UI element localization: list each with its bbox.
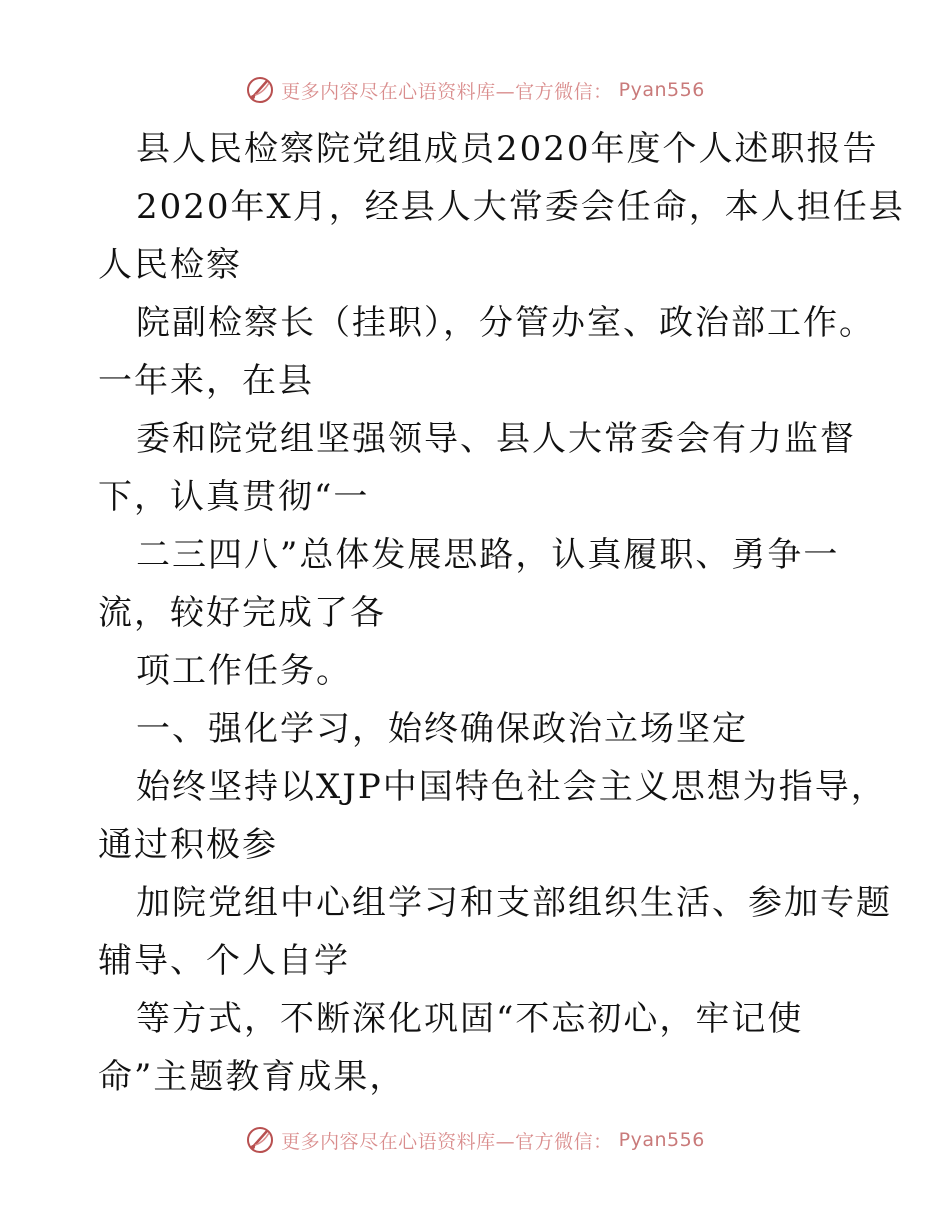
text-line: 命”主题教育成果，	[98, 1057, 406, 1097]
text-line: 等方式，不断深化巩固“不忘初心，牢记使	[136, 999, 804, 1039]
quill-seal-icon	[245, 1125, 275, 1155]
text-line: 一年来，在县	[98, 361, 314, 401]
text-line: 人民检察	[98, 245, 242, 285]
text-line: 二三四八”总体发展思路，认真履职、勇争一	[136, 535, 840, 575]
text-line: 下，认真贯彻“一	[98, 477, 370, 517]
text-line: 通过积极参	[98, 825, 278, 865]
text-line: 委和院党组坚强领导、县人大常委会有力监督	[136, 419, 856, 459]
text-line: 2020年X月，经县人大常委会任命，本人担任县	[136, 187, 905, 227]
document-body	[98, 120, 905, 1106]
watermark-footer	[0, 1120, 950, 1160]
text-line: 始终坚持以XJP中国特色社会主义思想为指导，	[136, 767, 887, 807]
text-line: 项工作任务。	[136, 651, 352, 691]
text-line: 院副检察长（挂职），分管办室、政治部工作。	[136, 303, 875, 343]
section-heading: 一、强化学习，始终确保政治立场坚定	[136, 709, 748, 749]
watermark-text: 更多内容尽在心语资料库—官方微信：	[281, 1130, 613, 1153]
watermark-wechat-id: Pyan556	[618, 1129, 705, 1151]
text-line: 辅导、个人自学	[98, 941, 350, 981]
watermark-header	[0, 70, 950, 110]
text-line: 流，较好完成了各	[98, 593, 386, 633]
quill-seal-icon	[245, 75, 275, 105]
text-line: 加院党组中心组学习和支部组织生活、参加专题	[136, 883, 892, 923]
watermark-wechat-id: Pyan556	[618, 79, 705, 101]
document-title: 县人民检察院党组成员2020年度个人述职报告	[136, 129, 879, 169]
watermark-text: 更多内容尽在心语资料库—官方微信：	[281, 80, 613, 103]
